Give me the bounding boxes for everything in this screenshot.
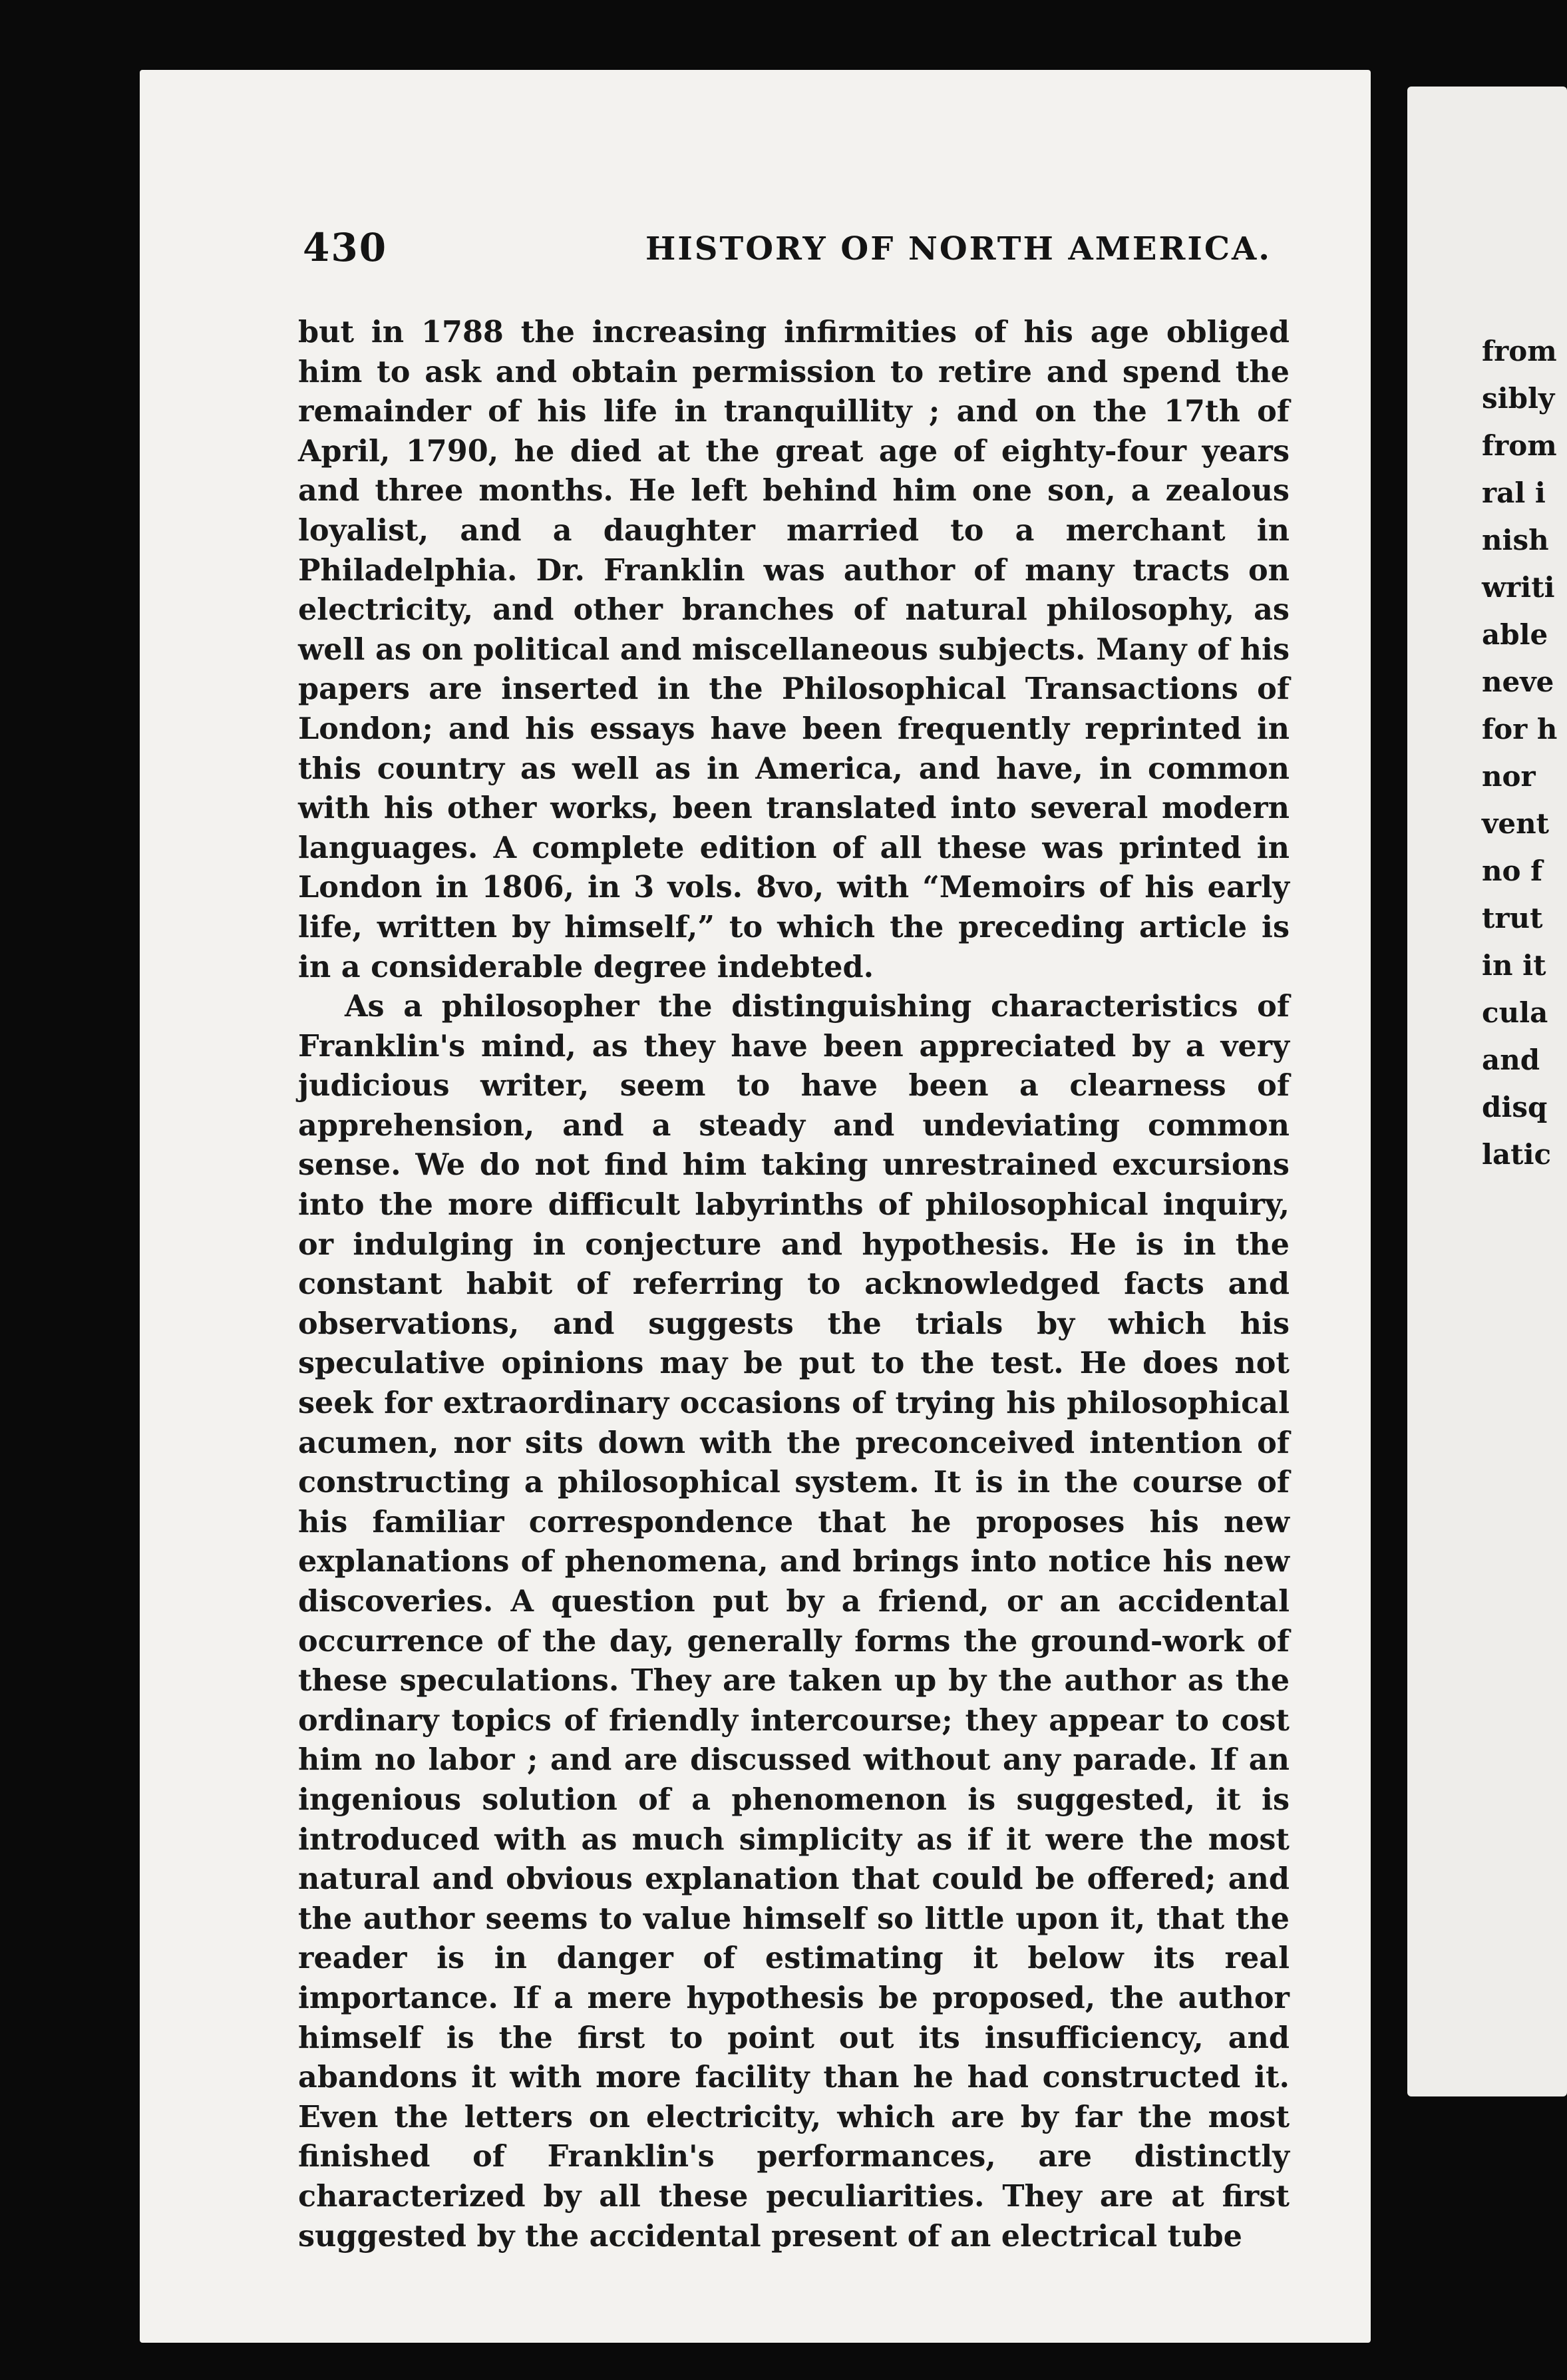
facing-line: latic	[1482, 1138, 1552, 1171]
facing-page-text	[1482, 327, 1557, 1178]
paragraph-2: As a philosopher the distinguishing characteristics of Franklin's mind, as they have been appreciated by a very judicious writer, seem to have been a clearness of apprehension, and a steady and undeviating common sense. We do not find him taking unrestrained excursions into the more difficult labyrinths of philosophical inquiry, or indulging in conjecture and hypothesis. He is in the constant habit of referring to acknowledged facts and observations, and suggests the trials by which his speculative opinions may be put to the test. He does not seek for extraordinary occasions of trying his philosophical acumen, nor sits down with the preconceived intention of constructing a philosophical system. It is in the course of his familiar correspondence that he proposes his new explanations of phenomena, and brings into notice his new discoveries. A question put by a friend, or an accidental occurrence of the day, generally forms the ground-work of these speculations. They are taken up by the author as the ordinary topics of friendly intercourse; they appear to cost him no labor ; and are discussed without any parade. If an ingenious solution of a phenomenon is suggested, it is introduced with as much simplicity as if it were the most natural and obvious explanation that could be offered; and the author seems to value himself so little upon it, that the reader is in danger of estimating it below its real importance. If a mere hypothesis be proposed, the author himself is the first to point out its insufficiency, and abandons it with more facility than he had constructed it. Even the letters on electricity, which are by far the most finished of Franklin's performances, are distinctly characterized by all these peculiarities. They are at first suggested by the accidental present of an electrical tube	[298, 989, 1290, 2254]
page-number: 430	[303, 225, 388, 270]
facing-line: from	[1482, 429, 1557, 462]
facing-line: ral i	[1482, 477, 1546, 509]
facing-line: cula	[1482, 996, 1548, 1029]
facing-line: writi	[1482, 571, 1555, 604]
facing-line: neve	[1482, 666, 1554, 698]
facing-line: able	[1482, 618, 1548, 651]
facing-line: disq	[1482, 1091, 1548, 1123]
facing-line: for h	[1482, 713, 1558, 745]
facing-line: vent	[1482, 807, 1550, 840]
paragraph-1: but in 1788 the increasing infirmities of his age obliged him to ask and obtain permission to retire and spend the remainder of his life in tranquillity ; and on the 17th of April, 1790, he died at the great age of eighty-four years and three months. He left behind him one son, a zealous loyalist, and a daughter married to a merchant in Philadelphia. Dr. Franklin was author of many tracts on electricity, and other branches of natural philosophy, as well as on political and miscellaneous subjects. Many of his papers are inserted in the Philosophical Transactions of London; and his essays have been frequently reprinted in this country as well as in America, and have, in common with his other works, been translated into several modern languages. A complete edition of all these was printed in London in 1806, in 3 vols. 8vo, with “Memoirs of his early life, written by himself,” to which the preceding article is in a considerable degree indebted.	[298, 315, 1290, 984]
facing-line: and	[1482, 1044, 1540, 1076]
facing-line: trut	[1482, 902, 1543, 934]
running-title: HISTORY OF NORTH AMERICA.	[645, 230, 1272, 268]
running-head	[303, 72, 1367, 270]
facing-line: nish	[1482, 524, 1549, 556]
facing-line: from	[1482, 335, 1557, 367]
facing-page-edge	[1407, 87, 1567, 2096]
facing-line: nor	[1482, 760, 1536, 793]
facing-line: no f	[1482, 855, 1543, 887]
facing-line: in it	[1482, 949, 1546, 982]
body-text	[298, 313, 1290, 2256]
facing-line: sibly	[1482, 382, 1555, 415]
